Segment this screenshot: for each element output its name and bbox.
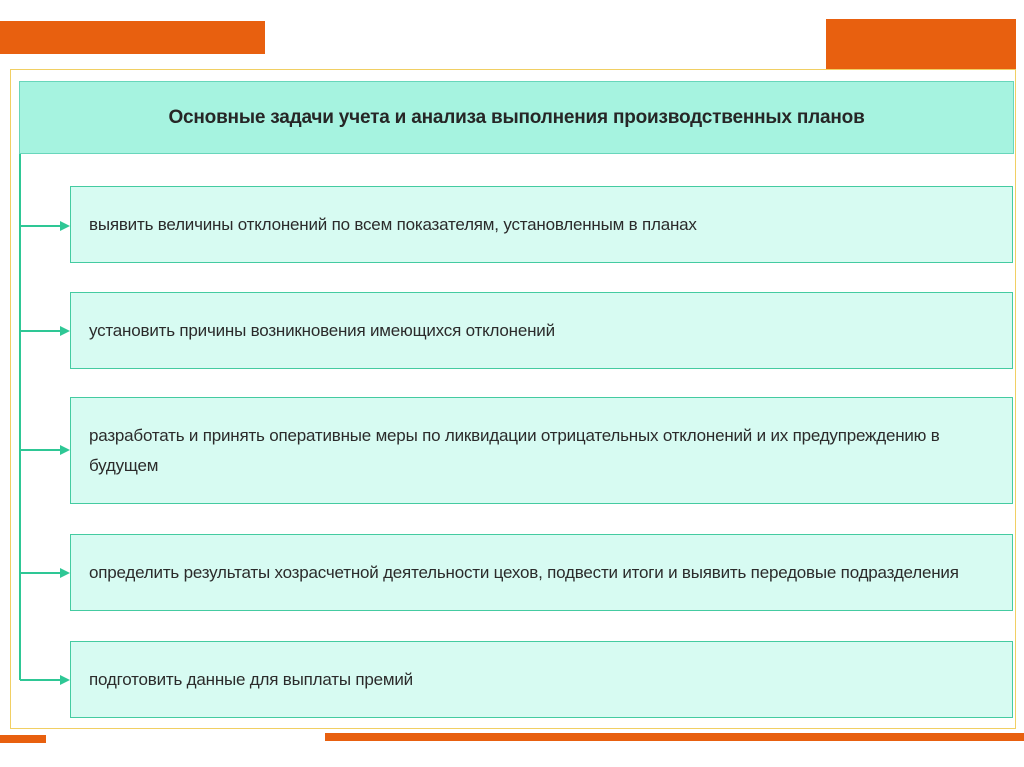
arrow-right-icon <box>20 220 70 232</box>
decor-bar-bottom-left <box>0 735 46 743</box>
diagram-title: Основные задачи учета и анализа выполнения производственных планов <box>168 106 865 128</box>
arrow-right-icon <box>20 674 70 686</box>
arrow-right-icon <box>20 444 70 456</box>
connector-line <box>19 154 21 680</box>
task-text: подготовить данные для выплаты премий <box>89 669 413 689</box>
task-text: определить результаты хозрасчетной деятельности цехов, подвести итоги и выявить передовые подразделения <box>89 562 959 582</box>
arrow-right-icon <box>20 567 70 579</box>
task-text: выявить величины отклонений по всем показателям, установленным в планах <box>89 214 697 234</box>
task-text: разработать и принять оперативные меры по ликвидации отрицательных отклонений и их предупреждению в будущем <box>89 425 940 475</box>
arrow-right-icon <box>20 325 70 337</box>
task-box <box>70 641 1013 718</box>
task-box <box>70 534 1013 611</box>
task-text: установить причины возникновения имеющихся отклонений <box>89 320 555 340</box>
task-box <box>70 292 1013 369</box>
decor-bar-bottom-right <box>325 733 1024 741</box>
diagram-header <box>19 81 1014 154</box>
decor-bar-top-right <box>826 19 1016 70</box>
decor-bar-top-left <box>0 21 265 54</box>
task-box <box>70 397 1013 504</box>
task-box <box>70 186 1013 263</box>
